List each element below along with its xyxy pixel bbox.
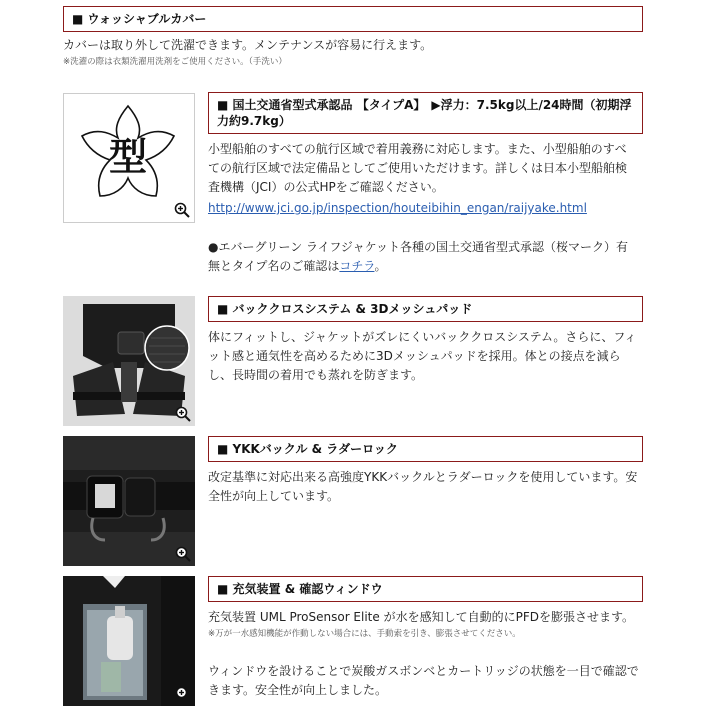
type-approval-heading: ■ 国土交通省型式承認品 【タイプA】 ▶浮力：7.5kg以上/24時間（初期浮力約9.7kg） bbox=[208, 92, 643, 134]
zoom-in-icon[interactable] bbox=[175, 406, 191, 422]
inflator-window-heading: ■ 充気装置 & 確認ウィンドウ bbox=[208, 576, 643, 602]
zoom-in-icon[interactable] bbox=[174, 202, 190, 218]
washable-cover-text: カバーは取り外して洗濯できます。メンテナンスが容易に行えます。 bbox=[63, 38, 433, 52]
zoom-in-icon[interactable] bbox=[175, 686, 191, 702]
back-cross-text: 体にフィットし、ジャケットがズレにくいバッククロスシステム。さらに、フィット感と通気性を高めるために3Dメッシュパッドを採用。体との接点を減らし、長時間の着用でも蒸れを防ぎます。 bbox=[208, 330, 637, 382]
evergreen-check-text bbox=[208, 238, 638, 276]
window-text: ウィンドウを設けることで炭酸ガスボンベとカートリッジの状態を一目で確認できます。安全性が向上しました。 bbox=[208, 664, 639, 697]
sakura-kata-mark-image[interactable] bbox=[63, 93, 195, 223]
kata-char: 型 bbox=[108, 135, 148, 179]
jci-link[interactable]: http://www.jci.go.jp/inspection/houteibihin_engan/raijyake.html bbox=[208, 201, 587, 215]
inflator-window-image[interactable] bbox=[63, 576, 195, 706]
inflator-note: ※万が一水感知機能が作動しない場合には、手動索を引き、膨張させてください。 bbox=[208, 629, 521, 639]
inflator-text: 充気装置 UML ProSensor Elite が水を感知して自動的にPFDを膨張させます。 bbox=[208, 610, 635, 624]
kochira-link[interactable]: コチラ bbox=[339, 259, 375, 273]
evergreen-check-prefix: ●エバーグリーン ライフジャケット各種の国土交通省型式承認（桜マーク）有無とタイプ名のご確認は bbox=[208, 240, 629, 273]
back-cross-heading: ■ バッククロスシステム & 3Dメッシュパッド bbox=[208, 296, 643, 322]
ykk-buckle-image[interactable] bbox=[63, 436, 195, 566]
back-cross-system-image[interactable] bbox=[63, 296, 195, 426]
washable-cover-heading: ■ ウォッシャブルカバー bbox=[63, 6, 643, 32]
type-approval-text: 小型船舶のすべての航行区域で着用義務に対応します。また、小型船舶のすべての航行区域で法定備品としてご使用いただけます。詳しくは日本小型船舶検査機構（JCI）の公式HPをご確認ください。 bbox=[208, 142, 628, 194]
washable-cover-note: ※洗濯の際は衣類洗濯用洗剤をご使用ください。（手洗い） bbox=[63, 57, 287, 67]
jci-link-row bbox=[208, 199, 638, 218]
zoom-in-icon[interactable] bbox=[175, 546, 191, 562]
evergreen-check-suffix: 。 bbox=[374, 259, 387, 273]
ykk-buckle-heading: ■ YKKバックル & ラダーロック bbox=[208, 436, 643, 462]
ykk-buckle-text: 改定基準に対応出来る高強度YKKバックルとラダーロックを使用しています。安全性が向上しています。 bbox=[208, 470, 638, 503]
